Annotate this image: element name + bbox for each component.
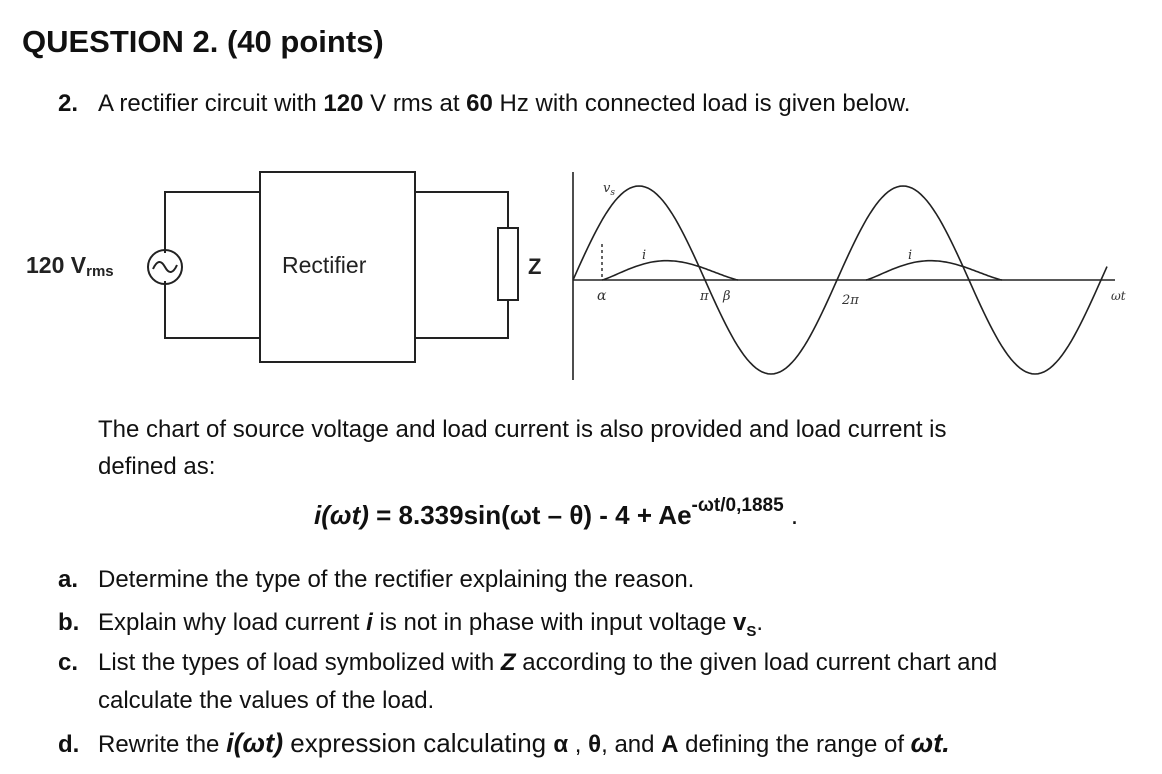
question-d-a: A (661, 731, 679, 758)
question-b-vs: v (733, 609, 747, 636)
pi-label: π (700, 289, 709, 304)
load-current-curve (602, 261, 1002, 280)
question-b-current: i (366, 609, 373, 636)
intro-text-1: A rectifier circuit with (98, 90, 324, 117)
current-formula (314, 495, 798, 531)
vs-label: $v_s$ (603, 181, 615, 198)
question-b-text-2: is not in phase with input voltage (372, 609, 734, 636)
question-c-line-2: calculate the values of the load. (98, 687, 435, 714)
current-label-1: i (642, 248, 647, 263)
question-intro (58, 90, 910, 118)
question-c (58, 649, 997, 677)
formula-body: = 8.339sin(ωt – θ) - 4 + Ae (368, 500, 692, 530)
formula-period: . (790, 500, 799, 530)
question-c-text-1: List the types of load symbolized with (98, 649, 501, 676)
question-b-period: . (756, 609, 764, 636)
question-d-wt: ωt. (910, 728, 950, 758)
intro-frequency: 60 (466, 90, 493, 117)
question-d-text-2: expression calculating (283, 728, 554, 758)
rectifier-label: Rectifier (282, 252, 367, 278)
question-d (58, 728, 950, 759)
question-d-alpha: α (553, 731, 569, 758)
beta-label: β (723, 289, 731, 304)
question-c-label: c. (58, 649, 79, 676)
intro-text-3: Hz with connected load is given below. (492, 90, 911, 117)
question-c-text-2: according to the given load current chart and (515, 649, 998, 676)
question-number: 2. (58, 90, 79, 117)
question-b-text-1: Explain why load current (98, 609, 367, 636)
question-a-text: Determine the type of the rectifier explaining the reason. (98, 566, 695, 593)
question-title: QUESTION 2. (40 points) (22, 24, 384, 59)
two-pi-label: 2π (842, 293, 859, 308)
question-d-comma: , (568, 731, 589, 758)
question-d-text-4: defining the range of (678, 731, 911, 758)
alpha-label: α (597, 288, 607, 304)
circuit-diagram (0, 160, 560, 380)
chart-description-line-2: defined as: (98, 453, 216, 480)
question-d-expression: i(ωt) (226, 728, 284, 758)
question-d-theta: θ (588, 731, 602, 758)
intro-text-2: V rms at (363, 90, 467, 117)
question-d-text-3: , and (601, 731, 662, 758)
question-d-text-1: Rewrite the (98, 731, 227, 758)
load-label: Z (528, 254, 542, 279)
chart-description-line-1: The chart of source voltage and load current is also provided and load current is (98, 416, 947, 443)
question-b-vs-sub: S (746, 622, 757, 640)
formula-exponent: -ωt/0,1885 (691, 495, 784, 516)
question-a-label: a. (58, 566, 79, 593)
waveform-chart (560, 160, 1150, 385)
question-b-label: b. (58, 609, 80, 636)
question-a (58, 566, 694, 594)
formula-lhs: i(ωt) (314, 500, 369, 530)
current-label-2: i (908, 248, 913, 263)
question-d-label: d. (58, 731, 80, 758)
question-b (58, 609, 763, 640)
source-label: 120 Vrms (26, 252, 114, 280)
question-c-z: Z (500, 649, 516, 676)
intro-voltage: 120 (323, 90, 364, 117)
axis-label: ωt (1111, 289, 1126, 303)
